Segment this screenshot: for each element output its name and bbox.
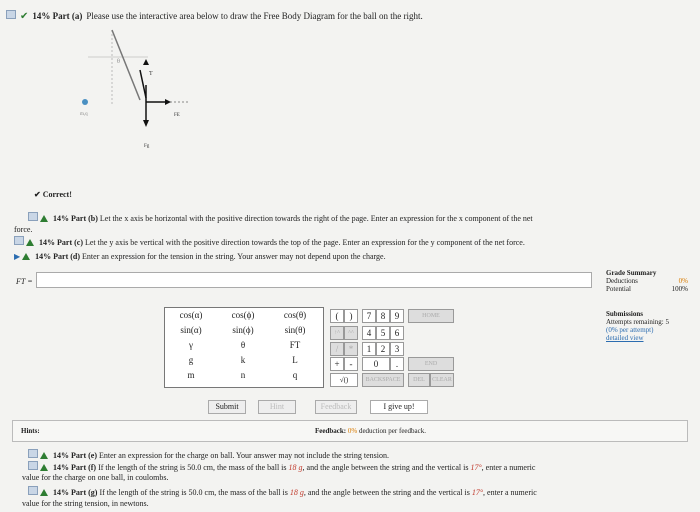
part-d-text: Enter an expression for the tension in the string. Your answer may not depend upon the charge. (82, 252, 386, 261)
ball-icon[interactable] (82, 99, 88, 105)
key-1[interactable]: 1 (362, 342, 376, 356)
part-f-angle: 17° (470, 463, 482, 472)
submit-button[interactable]: Submit (208, 400, 246, 414)
function-table (164, 307, 324, 388)
fn-n[interactable]: n (240, 370, 246, 380)
key-paren-open[interactable]: ( (330, 309, 344, 323)
answer-input[interactable] (36, 272, 592, 288)
attempts-remaining: Attempts remaining: 5 (606, 318, 669, 326)
key-paren-close[interactable]: ) (344, 309, 358, 323)
correct-text: Correct! (42, 190, 72, 199)
fn-gamma[interactable]: γ (189, 340, 193, 350)
key-home[interactable]: HOME (408, 309, 454, 323)
deductions-row: Deductions 0% (606, 277, 688, 285)
part-f-label: 14% Part (f) (53, 463, 97, 472)
fn-cos-theta[interactable]: cos(θ) (283, 310, 307, 320)
key-7[interactable]: 7 (362, 309, 376, 323)
key-slash[interactable]: / (330, 342, 344, 356)
ball-label: m,q (80, 112, 88, 117)
part-g-mass: 18 g (289, 488, 304, 497)
check-icon: ✔ (34, 190, 41, 199)
answer-prefix: FT = (16, 277, 33, 286)
correct-status (34, 190, 72, 199)
key-sqrt[interactable]: √() (330, 373, 358, 387)
submissions-title: Submissions (606, 310, 643, 318)
tension-label: T (149, 71, 153, 77)
key-2[interactable]: 2 (376, 342, 390, 356)
part-g-text-continued: value for the string tension, in newtons. (22, 499, 149, 508)
fn-cos-phi[interactable]: cos(ϕ) (231, 310, 255, 320)
grade-summary (606, 269, 688, 293)
warning-icon (40, 452, 48, 459)
part-icon (28, 461, 38, 470)
part-icon (14, 236, 24, 245)
key-minus[interactable]: - (344, 357, 358, 371)
part-b (28, 212, 694, 223)
key-star[interactable]: * (344, 342, 358, 356)
warning-icon (40, 464, 48, 471)
part-e-label: 14% Part (e) (53, 451, 97, 460)
part-f-text-continued: value for the charge on one ball, in coulombs. (22, 473, 169, 482)
part-a-row (6, 6, 423, 24)
fn-cos-alpha[interactable]: cos(α) (179, 310, 203, 320)
key-5[interactable]: 5 (376, 326, 390, 340)
fn-k[interactable]: k (240, 355, 246, 365)
part-c-text: Let the y axis be vertical with the positive direction towards the top of the page. Enter an expression for the y component of the net force. (84, 238, 525, 247)
key-0[interactable]: 0 (362, 357, 390, 371)
potential-row: Potential 100% (606, 285, 688, 293)
key-plus[interactable]: + (330, 357, 344, 371)
part-icon (28, 212, 38, 221)
part-b-text-continued: force. (14, 225, 33, 234)
tension-vector (140, 70, 146, 98)
part-e-text: Enter an expression for the charge on ball. Your answer may not include the string tension. (98, 451, 389, 460)
key-3[interactable]: 3 (390, 342, 404, 356)
part-d-label: 14% Part (d) (35, 252, 81, 261)
part-b-label: 14% Part (b) (53, 214, 98, 223)
part-c (14, 236, 700, 247)
angle-label: θ (117, 59, 120, 65)
key-caret[interactable]: ^^ (344, 326, 358, 340)
fn-g[interactable]: g (188, 355, 194, 365)
fn-l[interactable]: L (292, 355, 298, 365)
hints-label: Hints: (21, 427, 40, 435)
part-g: 14% Part (g) If the length of the string is 50.0 cm, the mass of the ball is 18 g, and the angle between the string and the vertical is 17°, enter a numeric (28, 486, 696, 497)
fe-label: FE (174, 113, 180, 118)
key-dot[interactable]: . (390, 357, 404, 371)
give-up-button[interactable]: I give up! (370, 400, 428, 414)
part-icon (6, 10, 16, 19)
part-icon (28, 449, 38, 458)
key-6[interactable]: 6 (390, 326, 404, 340)
part-d (14, 252, 634, 261)
part-e (28, 449, 389, 460)
detailed-view-link[interactable]: detailed view (606, 334, 644, 342)
key-backspace[interactable]: BACKSPACE (362, 373, 404, 387)
warning-icon (40, 215, 48, 222)
key-4[interactable]: 4 (362, 326, 376, 340)
part-g-angle: 17° (471, 488, 484, 497)
part-b-text: Let the x axis be horizontal with the positive direction towards the right of the page. Enter an expression for the x component of the net (99, 214, 533, 223)
fn-theta[interactable]: θ (240, 340, 246, 350)
fn-q[interactable]: q (292, 370, 298, 380)
key-clear[interactable]: CLEAR (430, 373, 454, 387)
fn-sin-alpha[interactable]: sin(α) (180, 325, 202, 335)
submissions-panel (606, 310, 691, 342)
part-icon (28, 486, 38, 495)
part-a-text: Please use the interactive area below to draw the Free Body Diagram for the ball on the right. (86, 11, 423, 21)
feedback-row: Feedback: 0% deduction per feedback. (315, 427, 427, 435)
part-a-label: 14% Part (a) (32, 11, 83, 21)
warning-icon (26, 239, 34, 246)
part-f: 14% Part (f) If the length of the string is 50.0 cm, the mass of the ball is 18 g, and the angle between the string and the vertical is 17°, enter a numeric (28, 461, 696, 472)
free-body-diagram[interactable] (70, 25, 210, 155)
key-8[interactable]: 8 (376, 309, 390, 323)
tension-arrowhead (143, 59, 149, 65)
fn-m[interactable]: m (187, 370, 195, 380)
fn-ft[interactable]: FT (289, 340, 301, 350)
play-icon: ▶ (14, 252, 21, 261)
part-g-label: 14% Part (g) (53, 488, 98, 497)
part-f-mass: 18 g (288, 463, 303, 472)
key-end[interactable]: END (408, 357, 454, 371)
fg-label: Fg (144, 144, 150, 149)
key-9[interactable]: 9 (390, 309, 404, 323)
hints-feedback-bar (12, 420, 688, 442)
key-del[interactable]: DEL (408, 373, 430, 387)
string-line (112, 30, 140, 100)
hint-button[interactable]: Hint (258, 400, 296, 414)
per-attempt: (0% per attempt) (606, 326, 654, 334)
fn-sin-phi[interactable]: sin(ϕ) (232, 325, 254, 335)
warning-icon (40, 489, 48, 496)
key-up[interactable]: ↑^ (330, 326, 344, 340)
feedback-button[interactable]: Feedback (315, 400, 357, 414)
check-icon: ✔ (20, 11, 29, 22)
warning-icon (22, 253, 30, 260)
grade-title: Grade Summary (606, 269, 657, 277)
gravity-arrowhead (143, 120, 149, 127)
electric-force-arrowhead (165, 99, 171, 105)
fn-sin-theta[interactable]: sin(θ) (284, 325, 306, 335)
part-c-label: 14% Part (c) (39, 238, 83, 247)
